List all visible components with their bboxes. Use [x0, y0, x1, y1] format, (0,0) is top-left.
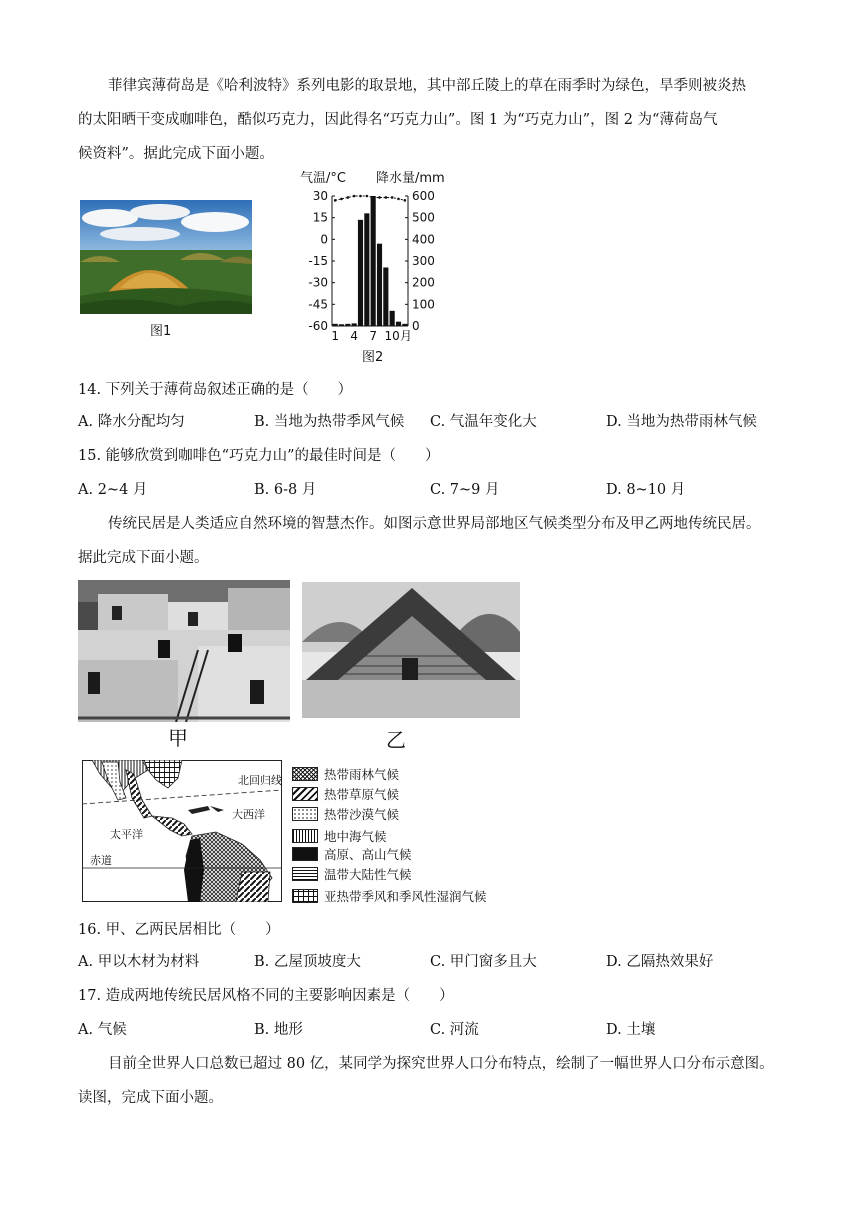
temp-point [404, 199, 407, 202]
vertical-pattern-icon [292, 829, 318, 843]
map-atlantic-label: 大西洋 [232, 808, 265, 821]
precip-bar [358, 220, 363, 326]
precip-bar [383, 268, 388, 327]
temp-tick-label: 15 [312, 210, 328, 225]
intro2-line1: 传统民居是人类适应自然环境的智慧杰作。如图示意世界局部地区气候类型分布及甲乙两地传统民居。 [108, 516, 761, 532]
temp-tick-label: 30 [312, 189, 328, 203]
q15-option-c[interactable]: C. 7~9 月 [430, 482, 500, 498]
intro1-line2: 的太阳晒干变成咖啡色，酷似巧克力，因此得名“巧克力山”。图 1 为“巧克力山”，图 2 为“薄荷岛气 [78, 112, 718, 128]
legend-mediterranean: 地中海气候 [292, 827, 387, 843]
temp-point [391, 196, 394, 199]
photo-yi-label: 乙 [386, 728, 406, 752]
thatched-house-photo [302, 582, 520, 718]
q15-option-d[interactable]: D. 8~10 月 [606, 482, 686, 498]
q16-stem: 16. 甲、乙两民居相比（ ） [78, 922, 280, 938]
q17-option-d[interactable]: D. 土壤 [606, 1022, 656, 1038]
q14-option-a[interactable]: A. 降水分配均匀 [78, 414, 185, 430]
solid-pattern-icon [292, 847, 318, 861]
month-tick-label: 4 [350, 329, 358, 343]
legend-temperate-continental: 温带大陆性气候 [292, 865, 412, 881]
climate-chart [290, 166, 460, 366]
precip-bar [352, 323, 357, 326]
month-unit-label: 月 [399, 329, 413, 343]
photo-jia-label: 甲 [168, 726, 188, 750]
climate-map [82, 760, 282, 902]
q16-option-a[interactable]: A. 甲以木材为材料 [78, 954, 200, 970]
chocolate-hills-photo [80, 200, 252, 314]
temp-tick-label: -60 [308, 319, 328, 333]
q16-option-d[interactable]: D. 乙隔热效果好 [606, 954, 714, 970]
precip-bar [402, 324, 407, 326]
temp-point [334, 199, 337, 202]
q15-option-b[interactable]: B. 6-8 月 [254, 482, 317, 498]
grid-pattern-icon [292, 889, 318, 903]
temp-tick-label: -45 [308, 297, 328, 312]
precip-tick-label: 0 [412, 319, 420, 333]
horizontal-pattern-icon [292, 867, 318, 881]
q17-option-b[interactable]: B. 地形 [254, 1022, 303, 1038]
temp-line [335, 196, 405, 200]
temp-point [359, 195, 362, 198]
fig2-caption: 图2 [362, 350, 384, 365]
month-tick-label: 10 [384, 329, 400, 343]
q15-stem: 15. 能够欣赏到咖啡色“巧克力山”的最佳时间是（ ） [78, 448, 440, 464]
q14-stem: 14. 下列关于薄荷岛叙述正确的是（ ） [78, 382, 353, 398]
legend-savanna: 热带草原气候 [292, 785, 399, 801]
q14-option-c[interactable]: C. 气温年变化大 [430, 414, 537, 430]
precip-tick-label: 300 [412, 254, 435, 268]
legend-rainforest: 热带雨林气候 [292, 765, 399, 781]
temp-point [397, 198, 400, 201]
dots-pattern-icon [292, 807, 318, 821]
temp-tick-label: -15 [308, 254, 328, 268]
temp-point [372, 196, 375, 199]
intro2-line2: 据此完成下面小题。 [78, 550, 209, 566]
intro1-line3: 候资料”。据此完成下面小题。 [78, 146, 274, 162]
precip-bar [396, 322, 401, 326]
intro3-line2: 读图，完成下面小题。 [78, 1090, 223, 1106]
intro1-line1: 菲律宾薄荷岛是《哈利波特》系列电影的取景地，其中部丘陵上的草在雨季时为绿色，旱季则被炎热 [108, 78, 746, 94]
temp-point [385, 196, 388, 199]
temp-point [340, 198, 343, 201]
q14-option-b[interactable]: B. 当地为热带季风气候 [254, 414, 405, 430]
temp-point [353, 195, 356, 198]
q14-option-d[interactable]: D. 当地为热带雨林气候 [606, 414, 757, 430]
q15-option-a[interactable]: A. 2~4 月 [78, 482, 148, 498]
temp-point [378, 196, 381, 199]
legend-subtropical-monsoon: 亚热带季风和季风性湿润气候 [292, 887, 487, 903]
temp-point [347, 196, 350, 199]
precip-bar [345, 324, 350, 326]
precip-bar [371, 196, 376, 326]
precip-tick-label: 100 [412, 297, 435, 312]
temp-point [366, 195, 369, 198]
fig1-caption: 图1 [150, 324, 172, 339]
precip-bar [339, 324, 344, 326]
q16-option-c[interactable]: C. 甲门窗多且大 [430, 954, 537, 970]
map-tropic-label: 北回归线 [238, 774, 282, 787]
precip-bar [390, 311, 395, 326]
q17-option-a[interactable]: A. 气候 [78, 1022, 127, 1038]
precip-bar [333, 324, 338, 326]
temp-axis-label: 气温/°C [300, 171, 346, 186]
temp-tick-label: -30 [308, 275, 328, 290]
intro3-line1: 目前全世界人口总数已超过 80 亿，某同学为探究世界人口分布特点，绘制了一幅世界人口分布示意图。 [108, 1056, 774, 1072]
precip-tick-label: 200 [412, 275, 435, 290]
precip-tick-label: 500 [412, 210, 435, 225]
precip-axis-label: 降水量/mm [376, 171, 445, 186]
q16-option-b[interactable]: B. 乙屋顶坡度大 [254, 954, 361, 970]
month-tick-label: 1 [331, 329, 339, 343]
precip-bar [364, 213, 369, 326]
precip-tick-label: 600 [412, 189, 435, 203]
crosshatch-pattern-icon [292, 767, 318, 781]
q17-option-c[interactable]: C. 河流 [430, 1022, 479, 1038]
legend-desert: 热带沙漠气候 [292, 805, 399, 821]
pueblo-house-photo [78, 580, 290, 722]
map-pacific-label: 太平洋 [110, 828, 143, 841]
q17-stem: 17. 造成两地传统民居风格不同的主要影响因素是（ ） [78, 988, 454, 1004]
month-tick-label: 7 [369, 329, 377, 343]
precip-tick-label: 400 [412, 232, 435, 247]
legend-highland: 高原、高山气候 [292, 845, 412, 861]
map-equator-label: 赤道 [90, 854, 112, 867]
precip-bar [377, 244, 382, 326]
diagonal-pattern-icon [292, 787, 318, 801]
temp-tick-label: 0 [320, 232, 328, 247]
